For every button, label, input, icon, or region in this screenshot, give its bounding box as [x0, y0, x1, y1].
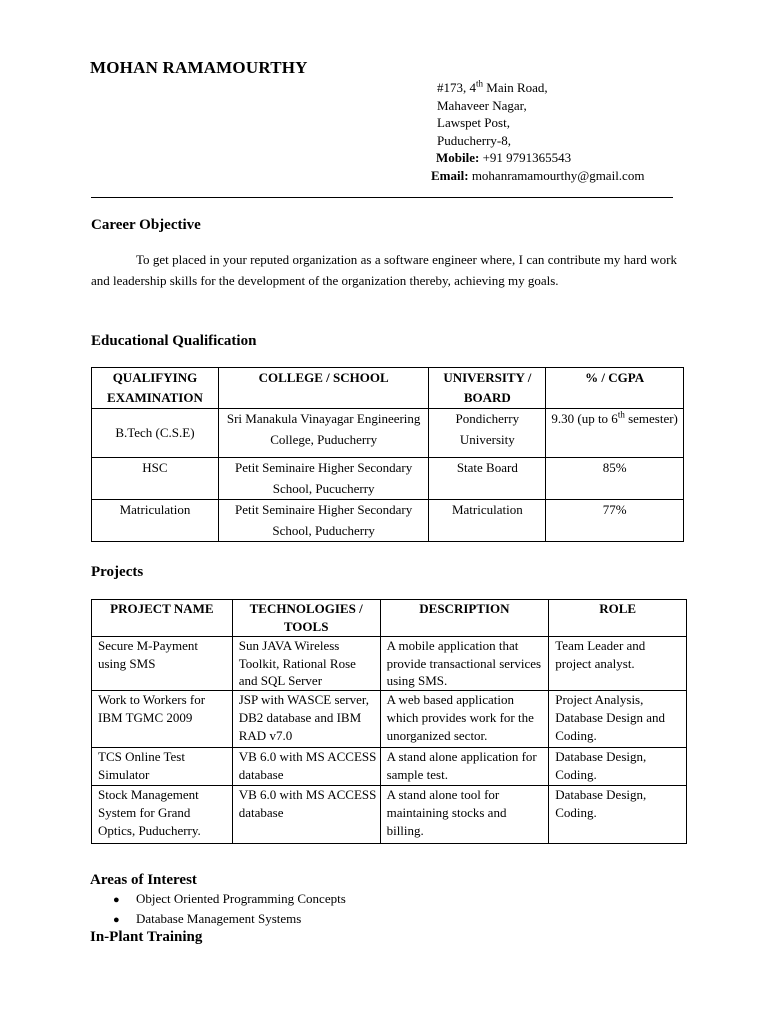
- role-cell: Database Design, Coding.: [549, 786, 687, 844]
- role-cell: Database Design, Coding.: [549, 748, 687, 786]
- col-header-college: COLLEGE / SCHOOL: [218, 368, 429, 409]
- board-cell: State Board: [429, 458, 546, 500]
- exam-cell: B.Tech (C.S.E): [92, 409, 219, 458]
- projects-heading: Projects: [91, 564, 144, 580]
- areas-of-interest-heading: Areas of Interest: [90, 872, 197, 888]
- list-item: ● Object Oriented Programming Concepts: [113, 890, 346, 910]
- projects-header-row: [92, 600, 687, 637]
- education-table: [91, 367, 684, 542]
- table-row: [92, 500, 684, 542]
- candidate-name: MOHAN RAMAMOURTHY: [90, 58, 308, 77]
- score-cell: 85%: [546, 458, 684, 500]
- technologies-cell: VB 6.0 with MS ACCESS database: [232, 748, 380, 786]
- description-cell: A stand alone application for sample test.: [380, 748, 549, 786]
- address-line-1: #173, 4th Main Road,: [437, 78, 548, 95]
- bullet-icon: ●: [113, 894, 120, 906]
- col-header-description: DESCRIPTION: [380, 600, 549, 637]
- address-line-4: Puducherry-8,: [437, 132, 512, 148]
- career-objective-text: To get placed in your reputed organization as a software engineer where, I can contribute my hard work and leadership skills for the development of the organization thereby, achieving my goals.: [91, 252, 677, 288]
- description-cell: A stand alone tool for maintaining stocks and billing.: [380, 786, 549, 844]
- score-cell: 9.30 (up to 6th semester): [546, 409, 684, 458]
- college-cell: Petit Seminaire Higher Secondary School, Puducherry: [218, 500, 429, 542]
- table-row: [92, 748, 687, 786]
- list-item: ● Database Management Systems: [113, 910, 346, 930]
- address-line-2: Mahaveer Nagar,: [437, 97, 527, 113]
- exam-cell: Matriculation: [92, 500, 219, 542]
- col-header-exam: QUALIFYING EXAMINATION: [92, 368, 219, 409]
- table-row: [92, 691, 687, 748]
- header-divider: [91, 197, 673, 198]
- education-header-row: [92, 368, 684, 409]
- table-row: [92, 458, 684, 500]
- board-cell: Matriculation: [429, 500, 546, 542]
- technologies-cell: VB 6.0 with MS ACCESS database: [232, 786, 380, 844]
- education-heading: Educational Qualification: [91, 333, 257, 349]
- col-header-technologies: TECHNOLOGIES / TOOLS: [232, 600, 380, 637]
- contact-address-block: [431, 79, 644, 184]
- projects-table: [91, 599, 687, 844]
- table-row: [92, 786, 687, 844]
- project-name-cell: TCS Online Test Simulator: [92, 748, 233, 786]
- col-header-board: UNIVERSITY / BOARD: [429, 368, 546, 409]
- areas-of-interest-list: [113, 890, 346, 929]
- score-cell: 77%: [546, 500, 684, 542]
- mobile-line: Mobile: +91 9791365543: [436, 150, 572, 165]
- inplant-training-heading: In-Plant Training: [90, 929, 203, 945]
- address-line-3: Lawspet Post,: [437, 115, 510, 130]
- technologies-cell: JSP with WASCE server, DB2 database and IBM RAD v7.0: [232, 691, 380, 748]
- table-row: [92, 409, 684, 458]
- email-line: Email: mohanramamourthy@gmail.com: [431, 167, 645, 183]
- role-cell: Team Leader and project analyst.: [549, 637, 687, 691]
- project-name-cell: Stock Management System for Grand Optics, Puducherry.: [92, 786, 233, 844]
- project-name-cell: Work to Workers for IBM TGMC 2009: [92, 691, 233, 748]
- career-objective-heading: Career Objective: [91, 217, 201, 233]
- college-cell: Sri Manakula Vinayagar Engineering College, Puducherry: [218, 409, 429, 458]
- exam-cell: HSC: [92, 458, 219, 500]
- col-header-role: ROLE: [549, 600, 687, 637]
- board-cell: Pondicherry University: [429, 409, 546, 458]
- project-name-cell: Secure M-Payment using SMS: [92, 637, 233, 691]
- col-header-score: % / CGPA: [546, 368, 684, 409]
- table-row: [92, 637, 687, 691]
- description-cell: A mobile application that provide transactional services using SMS.: [380, 637, 549, 691]
- technologies-cell: Sun JAVA Wireless Toolkit, Rational Rose and SQL Server: [232, 637, 380, 691]
- col-header-project-name: PROJECT NAME: [92, 600, 233, 637]
- role-cell: Project Analysis, Database Design and Coding.: [549, 691, 687, 748]
- description-cell: A web based application which provides work for the unorganized sector.: [380, 691, 549, 748]
- bullet-icon: ●: [113, 913, 120, 926]
- college-cell: Petit Seminaire Higher Secondary School, Pucucherry: [218, 458, 429, 500]
